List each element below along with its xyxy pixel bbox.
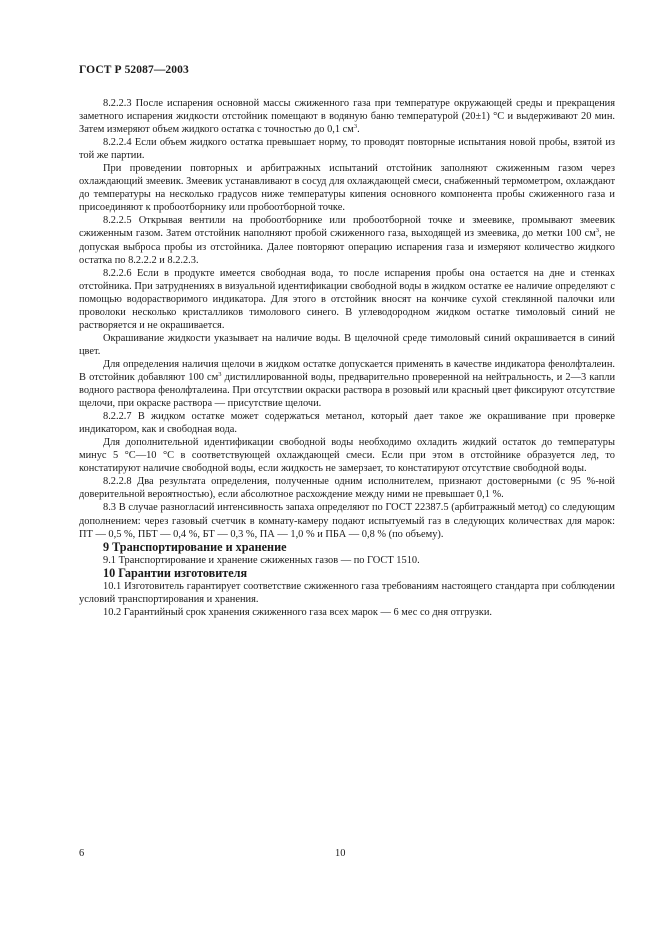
paragraph-10-1: 10.1 Изготовитель гарантирует соответствие сжиженного газа требованиям настоящего стандарта при соблюдении условий транспортирования и хранения. (79, 580, 615, 605)
paragraph-8-2-2-6: 8.2.2.6 Если в продукте имеется свободная вода, то после испарения пробы она остается на дне и стенках отстойника. При затруднениях в визуальной идентификации свободной воды в жидком остатке ее наличие определяют с помощью водорастворимого индикатора. Для этого в отстойник вносят на кончике сухой стеклянной палочки или проволоки несколько кристалликов тимолового синего. В углеводородном жидком остатке тимоловый синий не растворяется и не окрашивается. (79, 267, 615, 331)
page-number-left: 6 (79, 848, 85, 859)
paragraph-8-3: 8.3 В случае разногласий интенсивность запаха определяют по ГОСТ 22387.5 (арбитражный метод) со следующим дополнением: через газовый счетчик в комнату-камеру подают испытуемый газ в следующих количествах для марок: ПТ — 0,5 %, ПБТ — 0,4 %, БТ — 0,3 %, ПА — 1,0 % и ПБА — 0,8 % (по объему). (79, 502, 615, 540)
paragraph-9-1: 9.1 Транспортирование и хранение сжиженных газов — по ГОСТ 1510. (103, 554, 420, 566)
paragraph-8-2-2-3: 8.2.2.3 После испарения основной массы сжиженного газа при температуре окружающей среды и прекращения заметного испарения жидкости отстойник помещают в водяную баню температурой (20±1) °С и выдерживают 20 мин. Затем измеряют объем жидкого остатка с точностью до 0,1 $см^3$. (79, 98, 615, 136)
paragraph-8-2-2-7: 8.2.2.7 В жидком остатке может содержаться метанол, который дает такое же окрашивание при проверке индикатором, как и свободная вода. (79, 411, 615, 436)
paragraph-8-2-2-8: 8.2.2.8 Два результата определения, полученные одним исполнителем, признают достоверными (с 95 %-ной доверительной вероятностью), если абсолютное расхождение между ними не превышает 0,1 %. (79, 476, 615, 501)
page-number-center: 10 (335, 848, 346, 859)
paragraph-free-water: Для дополнительной идентификации свободной воды необходимо охладить жидкий остаток до температуры минус 5 °С—10 °С в соответствующей охлаждающей смеси. Если при этом в отстойнике образуется лед, то констатируют наличие свободной воды, если жидкость не замерзает, то констатируют отсутствие свободной воды. (79, 437, 615, 475)
paragraph-coloring: Окрашивание жидкости указывает на наличие воды. В щелочной среде тимоловый синий окрашивается в синий цвет. (79, 332, 615, 357)
section-10-heading: 10 Гарантии изготовителя (103, 565, 248, 580)
document-body (79, 97, 615, 619)
paragraph-8-2-2-5: 8.2.2.5 Открывая вентили на пробоотборнике или пробоотборной точке и змеевике, промывают змеевик сжиженным газом. Затем отстойник наполняют пробой сжиженного газа, выходящей из змеевика, до метки 100 $см^3$, не допуская выброса пробы из отстойника. Далее повторяют операцию испарения газа и измеряют количество жидкого остатка по 8.2.2.2 и 8.2.2.3. (79, 215, 616, 266)
paragraph-repeat-tests: При проведении повторных и арбитражных испытаний отстойник заполняют сжиженным газом через охлаждающий змеевик. Змеевик устанавливают в сосуд для охлаждающей смеси, снабженный термометром, охлаждают до температуры на несколько градусов ниже температуры кипения основного компонента пробы сжиженного газа и присоединяют к пробоотборнику или пробоотборной точке. (79, 163, 615, 214)
paragraph-10-2: 10.2 Гарантийный срок хранения сжиженного газа всех марок — 6 мес со дня отгрузки. (103, 606, 492, 618)
paragraph-alkali: Для определения наличия щелочи в жидком остатке допускается применять в качестве индикатора фенолфталеин. В отстойник добавляют 100 $см^3$ дистиллированной воды, предварительно проверенной на нейтральность, и 2—3 капли водного раствора фенолфталеина. При отсутствии окраски раствора в розовый или красный цвет фиксируют отсутствие щелочи, при окраске раствора — присутствие щелочи. (79, 358, 616, 410)
document-header: ГОСТ Р 52087—2003 (79, 64, 189, 76)
section-9-heading: 9 Транспортирование и хранение (103, 539, 287, 554)
paragraph-8-2-2-4: 8.2.2.4 Если объем жидкого остатка превышает норму, то проводят повторные испытания новой пробы, взятой из той же партии. (79, 137, 615, 162)
